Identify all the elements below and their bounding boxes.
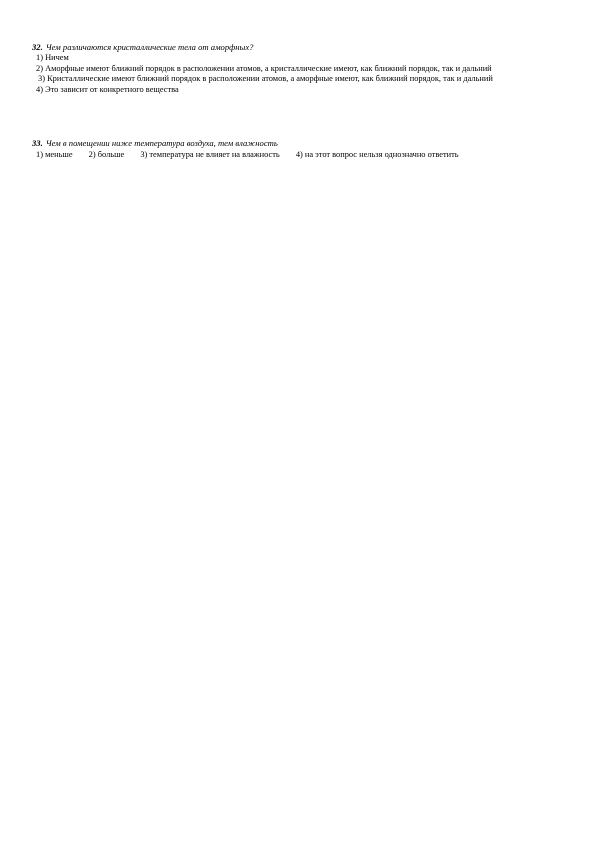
- question-33: [32, 138, 562, 160]
- answer-option-3: 3) Кристаллические имеют ближний порядок в расположении атомов, а аморфные имеют, как ближний порядок, так и дальний: [38, 74, 493, 84]
- answer-option-1: 1) меньше: [36, 150, 73, 159]
- answer-option-1: 1) Ничем: [36, 53, 69, 62]
- answer-option-4: 4) Это зависит от конкретного вещества: [36, 84, 179, 94]
- question-text: Чем в помещении ниже температура воздуха, тем влажность: [45, 138, 278, 148]
- answer-option-3: 3) температура не влияет на влажность: [140, 150, 280, 159]
- answer-option-4: 4) на этот вопрос нельзя однозначно ответить: [295, 150, 459, 159]
- question-text: Чем различаются кристаллические тела от аморфных?: [45, 42, 254, 52]
- question-32: [32, 42, 562, 95]
- question-number: 32.: [32, 42, 43, 52]
- question-title: [32, 138, 562, 149]
- answer-option-2: 2) Аморфные имеют ближний порядок в расположении атомов, а кристаллические имеют, как ближний порядок, так и дальний: [36, 63, 492, 73]
- answer-options-row: [32, 149, 562, 160]
- question-title: [32, 42, 562, 53]
- answer-option-2: 2) больше: [88, 150, 125, 159]
- question-number: 33.: [32, 138, 43, 148]
